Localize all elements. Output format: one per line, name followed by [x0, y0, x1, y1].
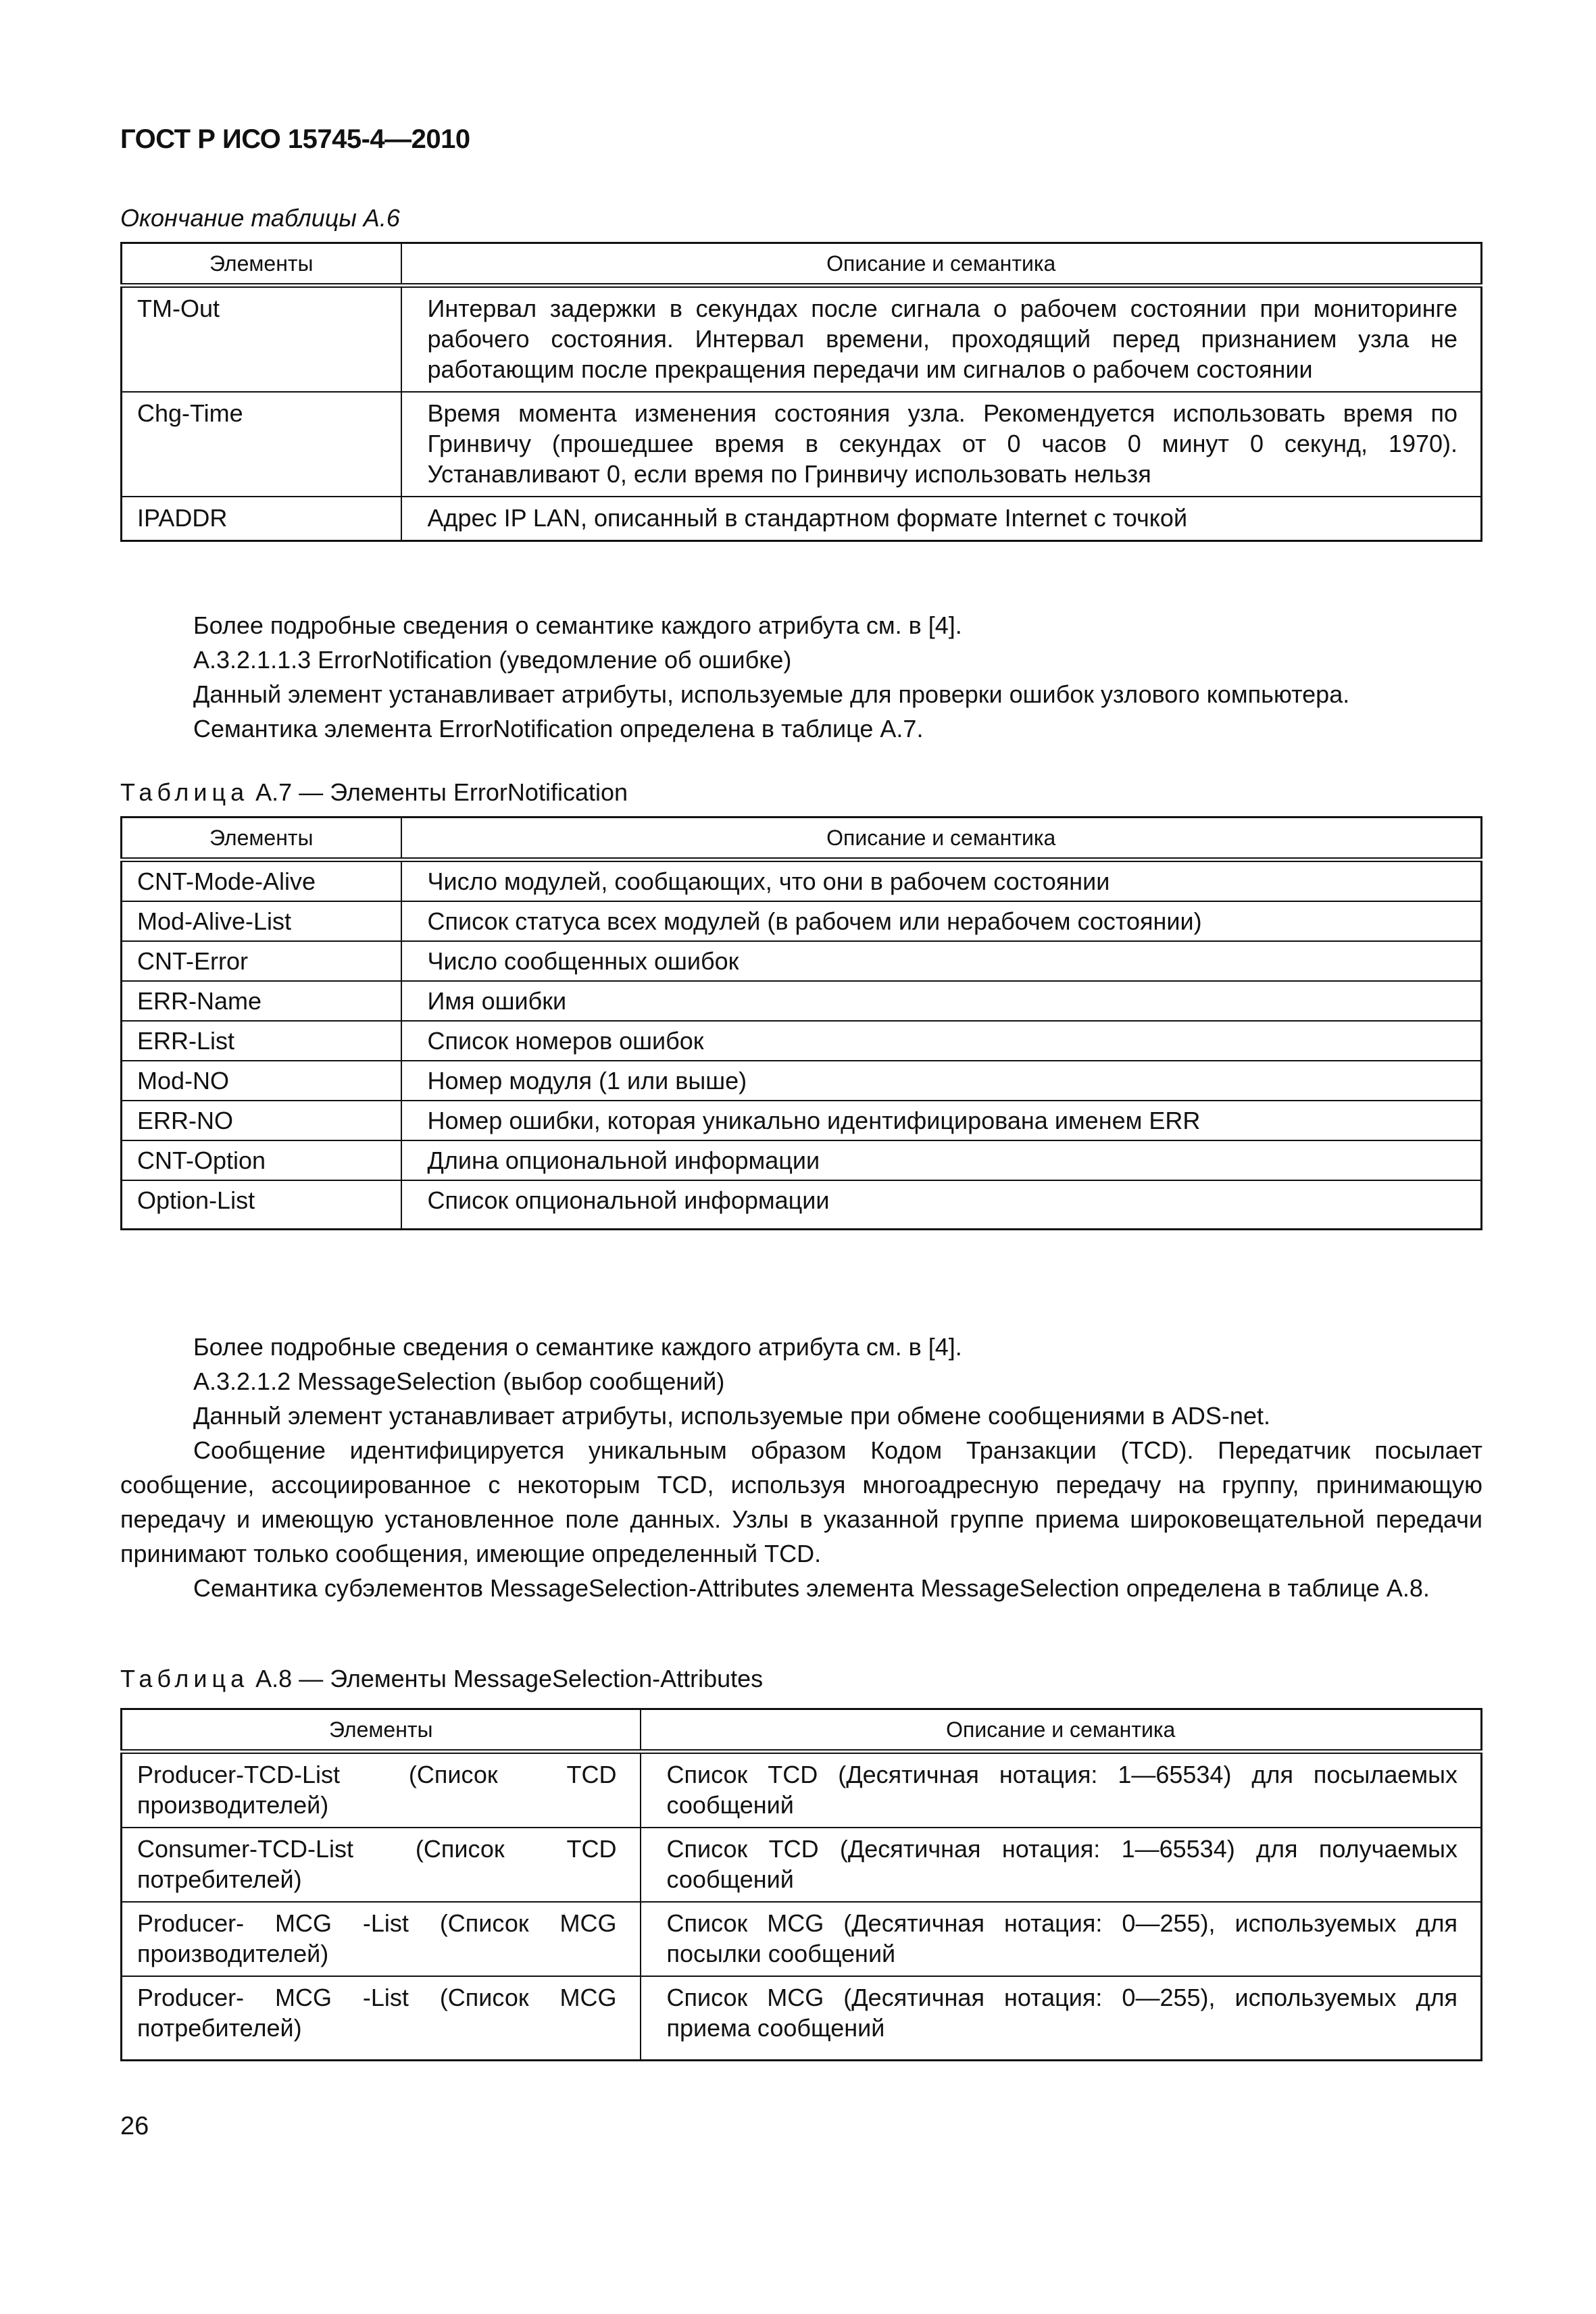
table-row	[122, 981, 1482, 1021]
description-cell: Время момента изменения состояния узла. Рекомендуется использовать время по Гринвичу (прошедшее время в секундах от 0 часов 0 минут 0 секунд, 1970). Устанавливают 0, если время по Гринвичу использовать нельзя	[401, 392, 1482, 497]
element-cell: ERR-NO	[122, 1101, 401, 1140]
column-header-elements: Элементы	[122, 1709, 641, 1752]
table-row	[122, 901, 1482, 941]
element-cell: Producer-TCD-List (Список TCD производителей)	[122, 1752, 641, 1828]
table-row	[122, 1976, 1482, 2061]
table-caption-text: А.7 — Элементы ErrorNotification	[249, 778, 628, 806]
table-caption-prefix: Таблица	[120, 778, 249, 806]
element-cell: Consumer-TCD-List (Список TCD потребителей)	[122, 1828, 641, 1902]
description-cell: Список MCG (Десятичная нотация: 0—255), используемых для посылки сообщений	[641, 1902, 1482, 1976]
description-cell: Список TCD (Десятичная нотация: 1—65534) для получаемых сообщений	[641, 1828, 1482, 1902]
element-cell: ERR-List	[122, 1021, 401, 1061]
element-cell: Option-List	[122, 1180, 401, 1229]
description-cell: Число модулей, сообщающих, что они в рабочем состоянии	[401, 860, 1482, 902]
element-cell: IPADDR	[122, 497, 401, 541]
paragraph: Данный элемент устанавливает атрибуты, используемые для проверки ошибок узлового компьютера.	[193, 680, 1350, 708]
description-cell: Список опциональной информации	[401, 1180, 1482, 1229]
description-cell: Номер модуля (1 или выше)	[401, 1061, 1482, 1101]
description-cell: Адрес IP LAN, описанный в стандартном формате Internet с точкой	[401, 497, 1482, 541]
description-cell: Длина опциональной информации	[401, 1140, 1482, 1180]
table-row	[122, 1902, 1482, 1976]
table-row	[122, 860, 1482, 902]
table-header-row	[122, 1709, 1482, 1752]
table-row	[122, 1021, 1482, 1061]
column-header-description: Описание и семантика	[641, 1709, 1482, 1752]
element-cell: ERR-Name	[122, 981, 401, 1021]
description-cell: Список номеров ошибок	[401, 1021, 1482, 1061]
table-a8-caption	[120, 1665, 763, 1693]
table-header-row	[122, 243, 1482, 286]
paragraph: Данный элемент устанавливает атрибуты, используемые при обмене сообщениями в ADS-net.	[193, 1402, 1270, 1430]
table-row	[122, 286, 1482, 393]
table-row	[122, 1101, 1482, 1140]
paragraph: Более подробные сведения о семантике каждого атрибута см. в [4].	[193, 611, 962, 639]
description-cell: Список статуса всех модулей (в рабочем или нерабочем состоянии)	[401, 901, 1482, 941]
description-cell: Интервал задержки в секундах после сигнала о рабочем состоянии при мониторинге рабочего состояния. Интервал времени, проходящий перед признанием узла не работающим после прекращения передачи им сигналов о рабочем состоянии	[401, 286, 1482, 393]
table-row	[122, 497, 1482, 541]
element-cell: CNT-Option	[122, 1140, 401, 1180]
element-cell: TM-Out	[122, 286, 401, 393]
table-row	[122, 941, 1482, 981]
table-a7	[120, 816, 1482, 1230]
table-row	[122, 392, 1482, 497]
section-heading: А.3.2.1.2 MessageSelection (выбор сообщений)	[193, 1367, 725, 1395]
column-header-elements: Элементы	[122, 818, 401, 860]
document-header: ГОСТ Р ИСО 15745-4—2010	[120, 124, 470, 154]
element-cell: Mod-Alive-List	[122, 901, 401, 941]
table-a8	[120, 1708, 1482, 2061]
description-cell: Число сообщенных ошибок	[401, 941, 1482, 981]
table-header-row	[122, 818, 1482, 860]
description-cell: Список TCD (Десятичная нотация: 1—65534) для посылаемых сообщений	[641, 1752, 1482, 1828]
description-cell: Номер ошибки, которая уникально идентифицирована именем ERR	[401, 1101, 1482, 1140]
table-row	[122, 1061, 1482, 1101]
table-a6-caption: Окончание таблицы А.6	[120, 204, 400, 232]
table-row	[122, 1752, 1482, 1828]
table-a7-caption	[120, 778, 628, 807]
element-cell: Producer- MCG -List (Список MCG производителей)	[122, 1902, 641, 1976]
column-header-description: Описание и семантика	[401, 818, 1482, 860]
table-row	[122, 1828, 1482, 1902]
table-row	[122, 1140, 1482, 1180]
description-cell: Список MCG (Десятичная нотация: 0—255), используемых для приема сообщений	[641, 1976, 1482, 2061]
element-cell: CNT-Mode-Alive	[122, 860, 401, 902]
paragraph: Более подробные сведения о семантике каждого атрибута см. в [4].	[193, 1333, 962, 1361]
section-heading: А.3.2.1.1.3 ErrorNotification (уведомление об ошибке)	[193, 646, 792, 674]
paragraph: Семантика субэлементов MessageSelection-Attributes элемента MessageSelection определена в таблице А.8.	[193, 1574, 1430, 1602]
paragraph: Семантика элемента ErrorNotification определена в таблице А.7.	[193, 715, 924, 743]
element-cell: CNT-Error	[122, 941, 401, 981]
element-cell: Mod-NO	[122, 1061, 401, 1101]
element-cell: Producer- MCG -List (Список MCG потребителей)	[122, 1976, 641, 2061]
table-caption-prefix: Таблица	[120, 1665, 249, 1692]
description-cell: Имя ошибки	[401, 981, 1482, 1021]
paragraph: Сообщение идентифицируется уникальным образом Кодом Транзакции (TCD). Передатчик посылает сообщение, ассоциированное с некоторым TCD, используя многоадресную передачу на группу, принимающую передачу и имеющую установленное поле данных. Узлы в указанной группе приема широковещательной передачи принимают только сообщения, имеющие определенный TCD.	[120, 1436, 1482, 1567]
section-errornotification-text	[120, 608, 1482, 746]
table-row	[122, 1180, 1482, 1229]
column-header-elements: Элементы	[122, 243, 401, 286]
column-header-description: Описание и семантика	[401, 243, 1482, 286]
table-a6	[120, 242, 1482, 542]
table-caption-text: А.8 — Элементы MessageSelection-Attributes	[249, 1665, 764, 1692]
section-messageselection-text	[120, 1330, 1482, 1605]
element-cell: Chg-Time	[122, 392, 401, 497]
page-number: 26	[120, 2112, 149, 2140]
